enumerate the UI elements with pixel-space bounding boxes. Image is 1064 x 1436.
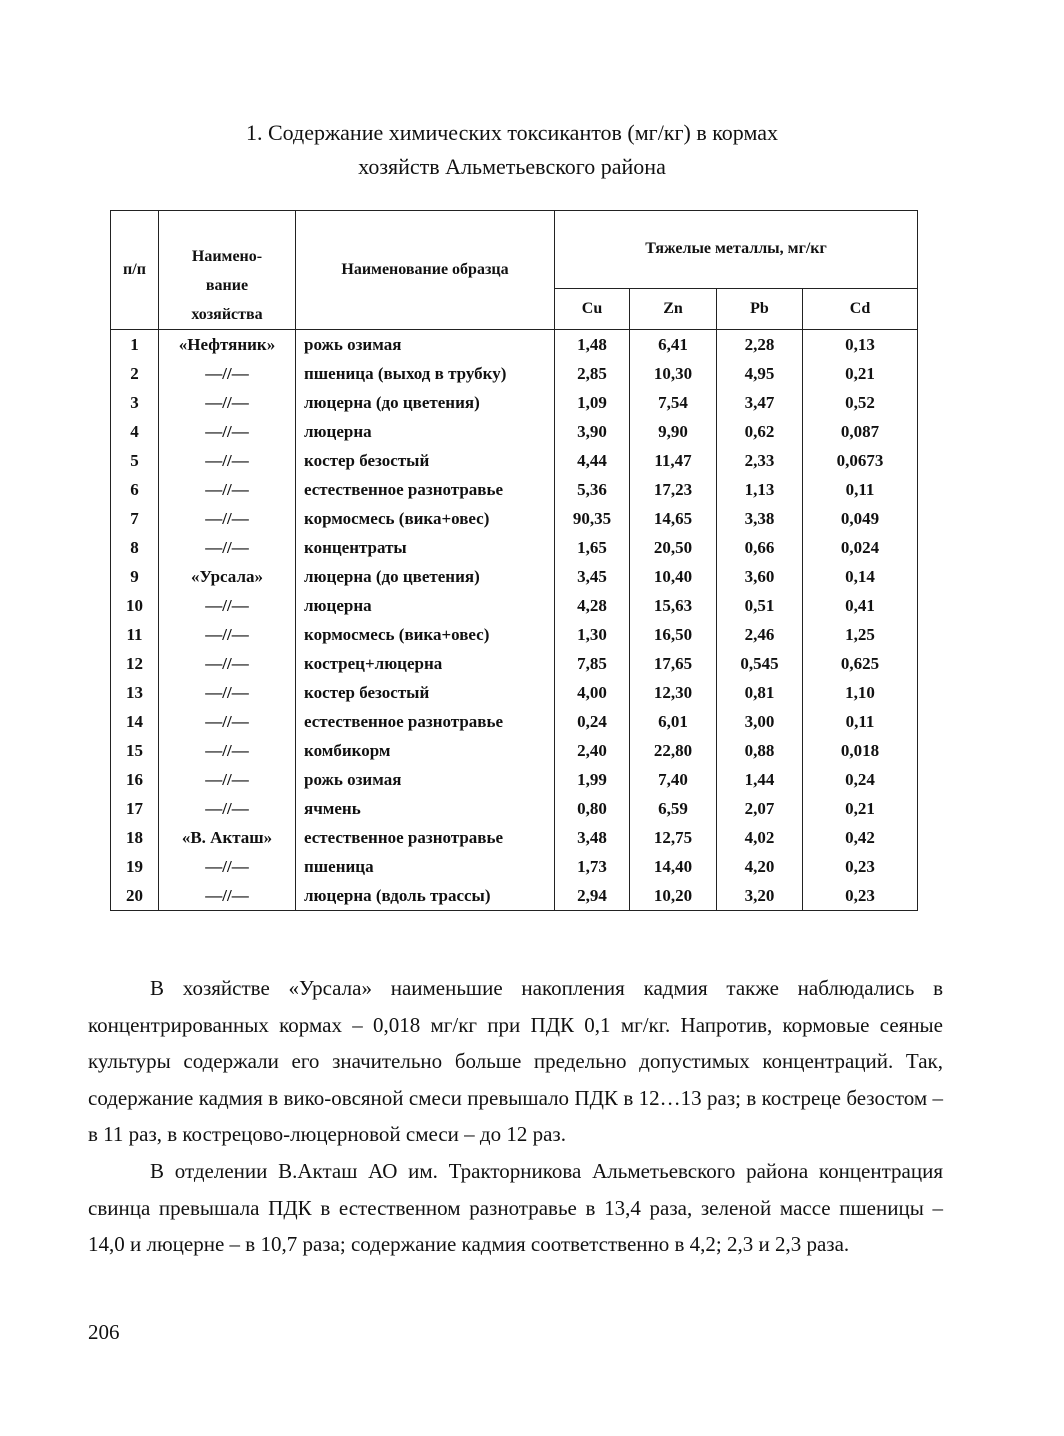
table-row — [111, 330, 918, 360]
cu-value: 2,94 — [555, 881, 630, 911]
sample-name: костер безостый — [296, 446, 555, 475]
farm-name: «Нефтяник» — [159, 330, 296, 360]
row-number: 20 — [111, 881, 159, 911]
table-row — [111, 678, 918, 707]
cd-value: 0,21 — [803, 794, 918, 823]
cd-value: 0,018 — [803, 736, 918, 765]
farm-name: —//— — [159, 446, 296, 475]
header-farm — [159, 211, 296, 330]
sample-name: люцерна (до цветения) — [296, 562, 555, 591]
cu-value: 1,48 — [555, 330, 630, 360]
cd-value: 0,14 — [803, 562, 918, 591]
cu-value: 1,30 — [555, 620, 630, 649]
cu-value: 1,73 — [555, 852, 630, 881]
cu-value: 1,99 — [555, 765, 630, 794]
farm-name: —//— — [159, 881, 296, 911]
sample-name: кормосмесь (вика+овес) — [296, 504, 555, 533]
cu-value: 1,65 — [555, 533, 630, 562]
pb-value: 4,02 — [717, 823, 803, 852]
header-cu: Cu — [555, 288, 630, 329]
farm-name: —//— — [159, 475, 296, 504]
header-farm-text: Наимено- вание хозяйства — [191, 248, 263, 323]
pb-value: 4,20 — [717, 852, 803, 881]
header-cd: Cd — [803, 288, 918, 329]
cu-value: 2,85 — [555, 359, 630, 388]
cd-value: 0,087 — [803, 417, 918, 446]
zn-value: 10,20 — [630, 881, 717, 911]
cu-value: 0,80 — [555, 794, 630, 823]
paragraph-aktash: В отделении В.Акташ АО им. Тракторникова Альметьевского района концентрация свинца превышала ПДК в естественном разнотравье в 13,4 раза, зеленой массе пшеницы – 14,0 и люцерне – в 10,7 раза; содержание кадмия соответственно в 4,2; 2,3 и 2,3 раза. — [88, 1159, 943, 1256]
pb-value: 0,66 — [717, 533, 803, 562]
sample-name: костер безостый — [296, 678, 555, 707]
pb-value: 0,88 — [717, 736, 803, 765]
table-row — [111, 533, 918, 562]
zn-value: 6,41 — [630, 330, 717, 360]
sample-name: концентраты — [296, 533, 555, 562]
row-number: 16 — [111, 765, 159, 794]
cu-value: 3,90 — [555, 417, 630, 446]
row-number: 1 — [111, 330, 159, 360]
cu-value: 1,09 — [555, 388, 630, 417]
zn-value: 14,65 — [630, 504, 717, 533]
zn-value: 15,63 — [630, 591, 717, 620]
cd-value: 0,625 — [803, 649, 918, 678]
farm-name: —//— — [159, 359, 296, 388]
zn-value: 11,47 — [630, 446, 717, 475]
sample-name: комбикорм — [296, 736, 555, 765]
cd-value: 0,42 — [803, 823, 918, 852]
row-number: 5 — [111, 446, 159, 475]
pb-value: 3,20 — [717, 881, 803, 911]
farm-name: «В. Акташ» — [159, 823, 296, 852]
pb-value: 3,60 — [717, 562, 803, 591]
cu-value: 3,48 — [555, 823, 630, 852]
cu-value: 4,00 — [555, 678, 630, 707]
farm-name: —//— — [159, 591, 296, 620]
zn-value: 17,65 — [630, 649, 717, 678]
table-row — [111, 591, 918, 620]
sample-name: люцерна (до цветения) — [296, 388, 555, 417]
farm-name: —//— — [159, 620, 296, 649]
table-row — [111, 794, 918, 823]
sample-name: естественное разнотравье — [296, 475, 555, 504]
table-row — [111, 736, 918, 765]
row-number: 19 — [111, 852, 159, 881]
table-title-line-1: 1. Содержание химических токсикантов (мг/кг) в кормах — [245, 120, 779, 145]
header-metals: Тяжелые металлы, мг/кг — [555, 211, 918, 289]
cu-value: 90,35 — [555, 504, 630, 533]
farm-name: —//— — [159, 504, 296, 533]
cu-value: 4,28 — [555, 591, 630, 620]
heavy-metals-table — [110, 210, 918, 911]
pb-value: 1,44 — [717, 765, 803, 794]
row-number: 12 — [111, 649, 159, 678]
row-number: 18 — [111, 823, 159, 852]
farm-name: «Урсала» — [159, 562, 296, 591]
zn-value: 12,30 — [630, 678, 717, 707]
sample-name: естественное разнотравье — [296, 823, 555, 852]
row-number: 4 — [111, 417, 159, 446]
cd-value: 0,24 — [803, 765, 918, 794]
table-row — [111, 446, 918, 475]
pb-value: 2,28 — [717, 330, 803, 360]
sample-name: кормосмесь (вика+овес) — [296, 620, 555, 649]
zn-value: 10,30 — [630, 359, 717, 388]
zn-value: 12,75 — [630, 823, 717, 852]
table-title-line-2: хозяйств Альметьевского района — [358, 154, 666, 179]
zn-value: 9,90 — [630, 417, 717, 446]
table-row — [111, 620, 918, 649]
farm-name: —//— — [159, 765, 296, 794]
cd-value: 1,25 — [803, 620, 918, 649]
pb-value: 0,62 — [717, 417, 803, 446]
pb-value: 2,46 — [717, 620, 803, 649]
farm-name: —//— — [159, 707, 296, 736]
pb-value: 4,95 — [717, 359, 803, 388]
zn-value: 17,23 — [630, 475, 717, 504]
pb-value: 3,38 — [717, 504, 803, 533]
pb-value: 0,51 — [717, 591, 803, 620]
sample-name: люцерна — [296, 417, 555, 446]
zn-value: 10,40 — [630, 562, 717, 591]
sample-name: люцерна (вдоль трассы) — [296, 881, 555, 911]
sample-name: рожь озимая — [296, 330, 555, 360]
cd-value: 0,23 — [803, 881, 918, 911]
farm-name: —//— — [159, 649, 296, 678]
sample-name: кострец+люцерна — [296, 649, 555, 678]
cu-value: 4,44 — [555, 446, 630, 475]
row-number: 6 — [111, 475, 159, 504]
table-row — [111, 359, 918, 388]
zn-value: 7,54 — [630, 388, 717, 417]
page-number: 206 — [88, 1320, 120, 1344]
farm-name: —//— — [159, 417, 296, 446]
row-number: 8 — [111, 533, 159, 562]
zn-value: 7,40 — [630, 765, 717, 794]
pb-value: 0,545 — [717, 649, 803, 678]
cd-value: 0,21 — [803, 359, 918, 388]
cd-value: 0,11 — [803, 475, 918, 504]
table-row — [111, 388, 918, 417]
farm-name: —//— — [159, 736, 296, 765]
sample-name: рожь озимая — [296, 765, 555, 794]
row-number: 9 — [111, 562, 159, 591]
table-row — [111, 475, 918, 504]
table-row — [111, 417, 918, 446]
row-number: 15 — [111, 736, 159, 765]
header-sample: Наименование образца — [296, 211, 555, 330]
table-row — [111, 765, 918, 794]
row-number: 3 — [111, 388, 159, 417]
zn-value: 20,50 — [630, 533, 717, 562]
cd-value: 1,10 — [803, 678, 918, 707]
zn-value: 6,59 — [630, 794, 717, 823]
table-row — [111, 852, 918, 881]
row-number: 11 — [111, 620, 159, 649]
table-row — [111, 562, 918, 591]
farm-name: —//— — [159, 678, 296, 707]
table-row — [111, 707, 918, 736]
header-pb: Pb — [717, 288, 803, 329]
cu-value: 7,85 — [555, 649, 630, 678]
table-row — [111, 881, 918, 911]
pb-value: 3,00 — [717, 707, 803, 736]
pb-value: 2,33 — [717, 446, 803, 475]
paragraph-ursala: В хозяйстве «Урсала» наименьшие накопления кадмия также наблюдались в концентрированных кормах – 0,018 мг/кг при ПДК 0,1 мг/кг. Напротив, кормовые сеяные культуры содержали его значительно больше предельно допустимых концентраций. Так, содержание кадмия в вико-овсяной смеси превышало ПДК в 12…13 раз; в костреце безостом – в 11 раз, в кострецово-люцерновой смеси – до 12 раз. — [88, 976, 943, 1146]
header-num: п/п — [111, 211, 159, 330]
zn-value: 6,01 — [630, 707, 717, 736]
table-row — [111, 823, 918, 852]
pb-value: 1,13 — [717, 475, 803, 504]
table-row — [111, 504, 918, 533]
sample-name: люцерна — [296, 591, 555, 620]
zn-value: 14,40 — [630, 852, 717, 881]
cu-value: 5,36 — [555, 475, 630, 504]
farm-name: —//— — [159, 388, 296, 417]
pb-value: 3,47 — [717, 388, 803, 417]
sample-name: пшеница — [296, 852, 555, 881]
row-number: 17 — [111, 794, 159, 823]
header-zn: Zn — [630, 288, 717, 329]
pb-value: 0,81 — [717, 678, 803, 707]
pb-value: 2,07 — [717, 794, 803, 823]
row-number: 7 — [111, 504, 159, 533]
table-body — [111, 330, 918, 911]
cu-value: 2,40 — [555, 736, 630, 765]
row-number: 2 — [111, 359, 159, 388]
farm-name: —//— — [159, 533, 296, 562]
cd-value: 0,024 — [803, 533, 918, 562]
row-number: 13 — [111, 678, 159, 707]
row-number: 10 — [111, 591, 159, 620]
sample-name: пшеница (выход в трубку) — [296, 359, 555, 388]
sample-name: ячмень — [296, 794, 555, 823]
cd-value: 0,23 — [803, 852, 918, 881]
cu-value: 0,24 — [555, 707, 630, 736]
table-row — [111, 649, 918, 678]
cd-value: 0,41 — [803, 591, 918, 620]
cd-value: 0,11 — [803, 707, 918, 736]
farm-name: —//— — [159, 852, 296, 881]
cd-value: 0,0673 — [803, 446, 918, 475]
row-number: 14 — [111, 707, 159, 736]
cd-value: 0,049 — [803, 504, 918, 533]
zn-value: 22,80 — [630, 736, 717, 765]
cd-value: 0,52 — [803, 388, 918, 417]
zn-value: 16,50 — [630, 620, 717, 649]
farm-name: —//— — [159, 794, 296, 823]
sample-name: естественное разнотравье — [296, 707, 555, 736]
cu-value: 3,45 — [555, 562, 630, 591]
cd-value: 0,13 — [803, 330, 918, 360]
